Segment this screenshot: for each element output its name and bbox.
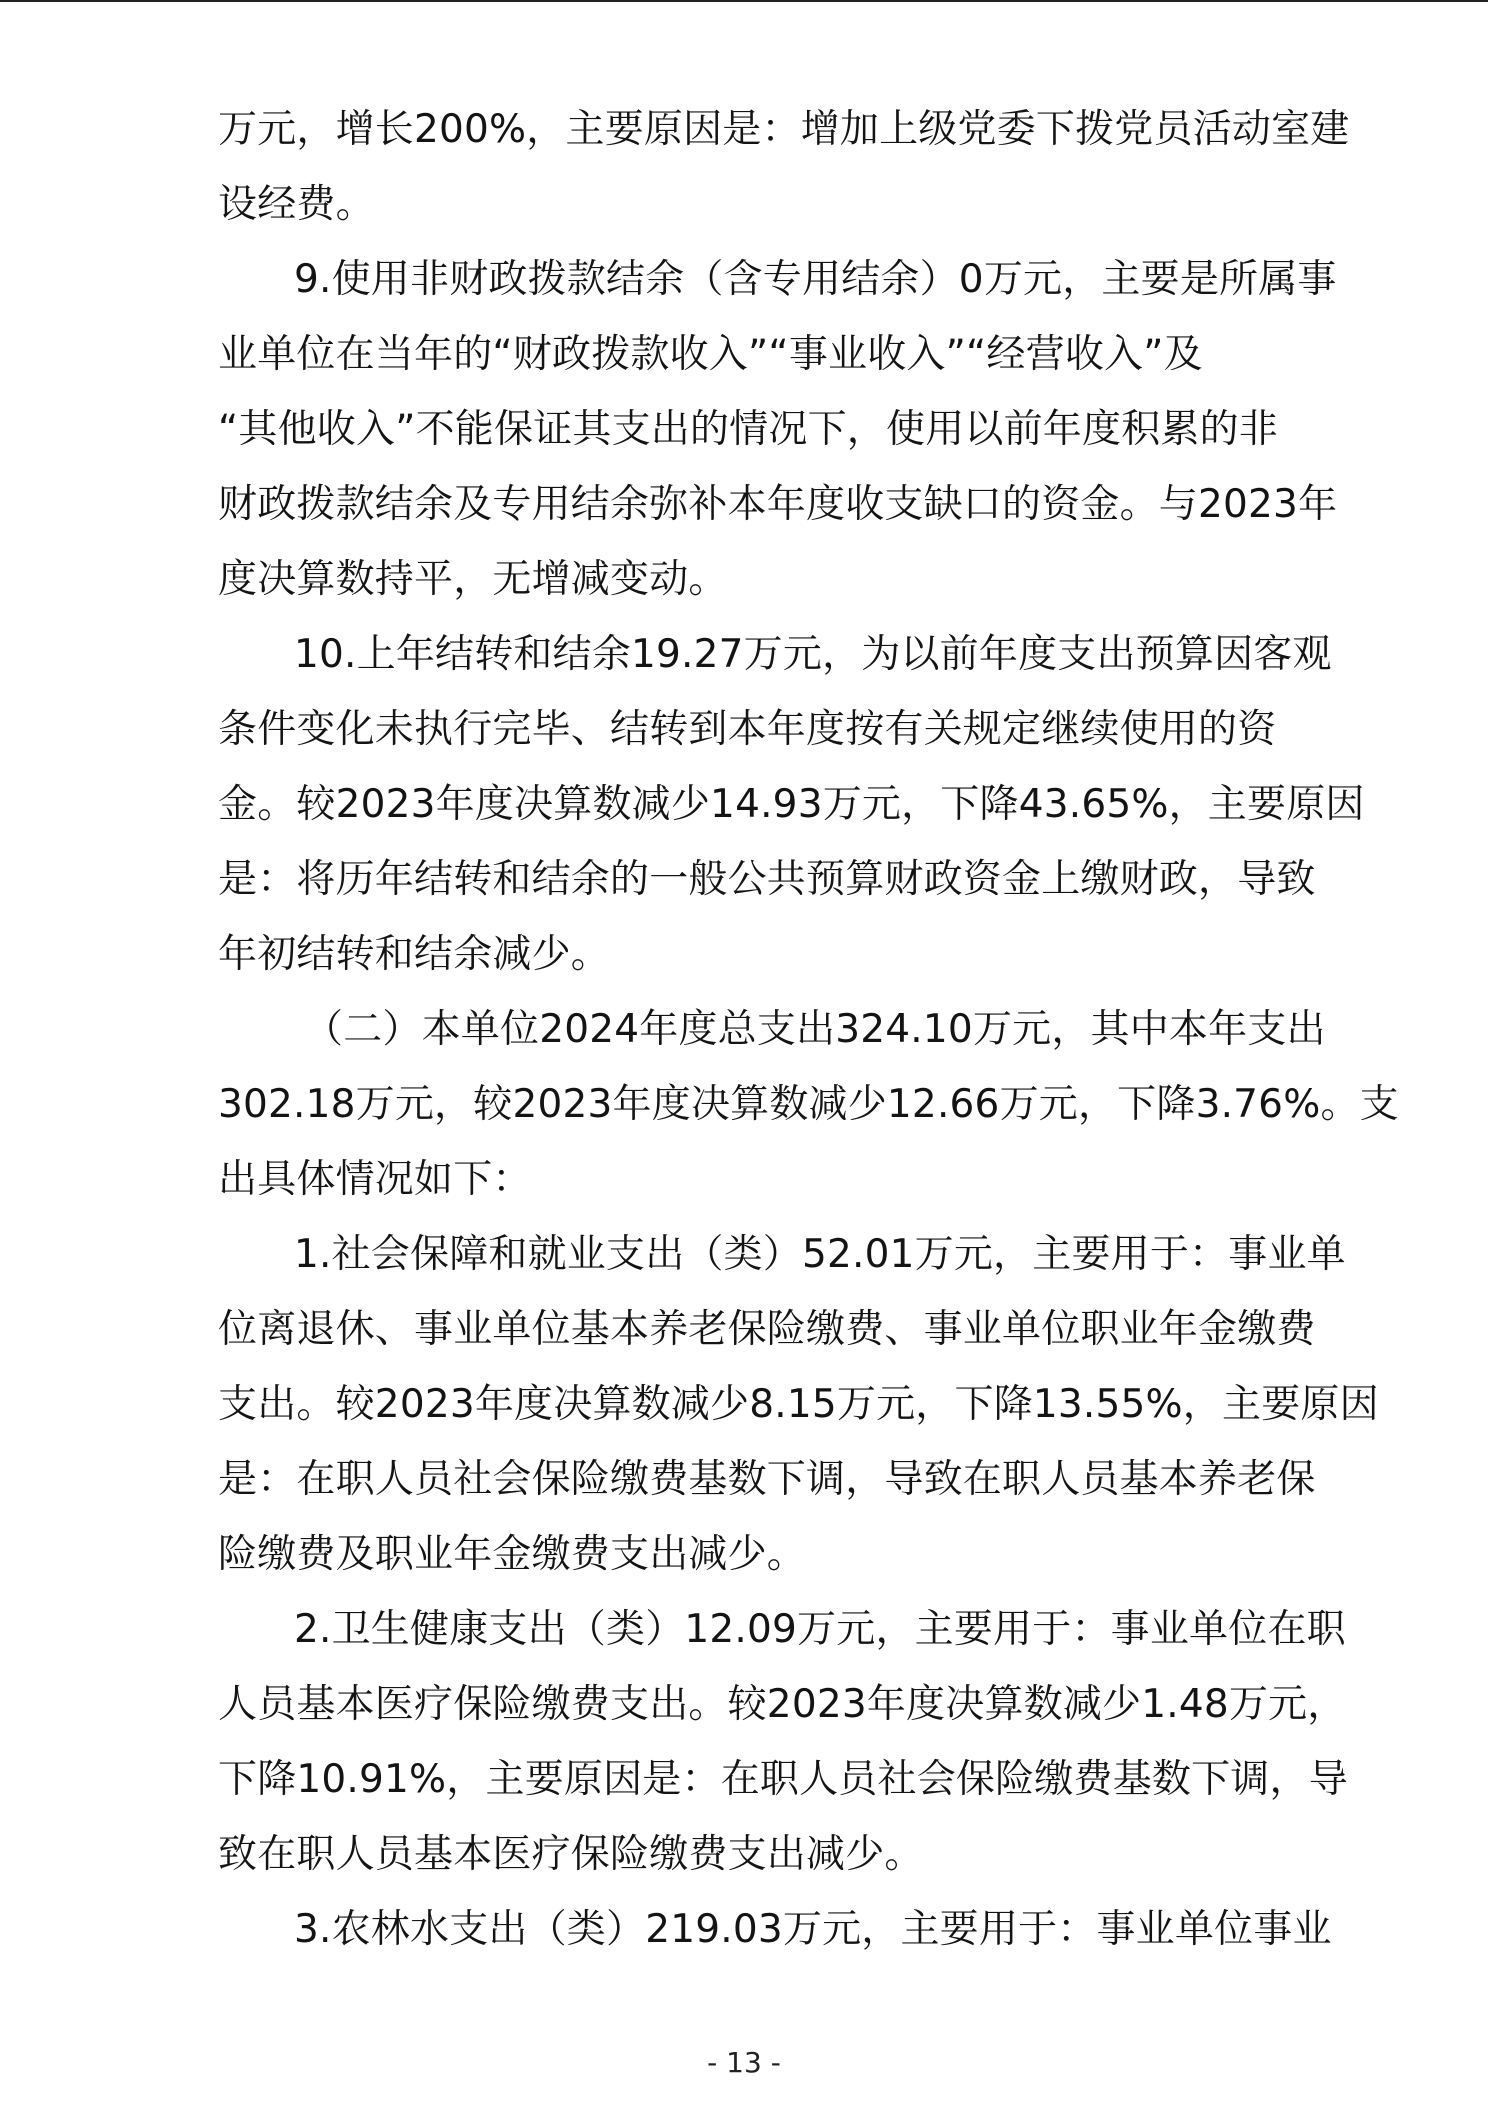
text-line: 金。较2023年度决算数减少14.93万元，下降43.65%，主要原因: [218, 782, 1365, 827]
text-line: 致在职人员基本医疗保险缴费支出减少。: [218, 1832, 924, 1877]
text-line: 302.18万元，较2023年度决算数减少12.66万元，下降3.76%。支: [218, 1082, 1399, 1127]
text-line: 度决算数持平，无增减变动。: [218, 557, 728, 602]
section-2-heading-line: （二）本单位2024年度总支出324.10万元，其中本年支出: [304, 1007, 1326, 1052]
text-line: 条件变化未执行完毕、结转到本年度按有关规定继续使用的资: [218, 707, 1277, 752]
text-line: 业单位在当年的“财政拨款收入”“事业收入”“经营收入”及: [218, 332, 1203, 377]
text-line: 是：在职人员社会保险缴费基数下调，导致在职人员基本养老保: [218, 1457, 1316, 1502]
top-border-line: [0, 0, 1488, 2]
text-line: 位离退休、事业单位基本养老保险缴费、事业单位职业年金缴费: [218, 1307, 1316, 1352]
text-line: 年初结转和结余减少。: [218, 932, 611, 977]
paragraph-2-start: 2.卫生健康支出（类）12.09万元，主要用于：事业单位在职: [294, 1607, 1346, 1652]
text-line: 下降10.91%，主要原因是：在职人员社会保险缴费基数下调，导: [218, 1757, 1348, 1802]
text-line: 是：将历年结转和结余的一般公共预算财政资金上缴财政，导致: [218, 857, 1316, 902]
text-line: 支出。较2023年度决算数减少8.15万元，下降13.55%，主要原因: [218, 1382, 1379, 1427]
paragraph-9-start: 9.使用非财政拨款结余（含专用结余）0万元，主要是所属事: [294, 257, 1337, 302]
paragraph-3-start: 3.农林水支出（类）219.03万元，主要用于：事业单位事业: [294, 1907, 1332, 1952]
paragraph-10-start: 10.上年结转和结余19.27万元，为以前年度支出预算因客观: [294, 632, 1332, 677]
text-line: 财政拨款结余及专用结余弥补本年度收支缺口的资金。与2023年: [218, 482, 1338, 527]
text-line: 设经费。: [218, 182, 375, 227]
text-line: 人员基本医疗保险缴费支出。较2023年度决算数减少1.48万元，: [218, 1682, 1347, 1727]
document-body: [218, 92, 1399, 1967]
text-line: “其他收入”不能保证其支出的情况下，使用以前年度积累的非: [218, 407, 1279, 452]
text-line: 万元，增长200%，主要原因是：增加上级党委下拨党员活动室建: [218, 107, 1350, 152]
page-number: - 13 -: [707, 2046, 781, 2079]
text-line: 出具体情况如下：: [218, 1157, 532, 1202]
paragraph-1-start: 1.社会保障和就业支出（类）52.01万元，主要用于：事业单: [294, 1232, 1346, 1277]
text-line: 险缴费及职业年金缴费支出减少。: [218, 1532, 807, 1577]
